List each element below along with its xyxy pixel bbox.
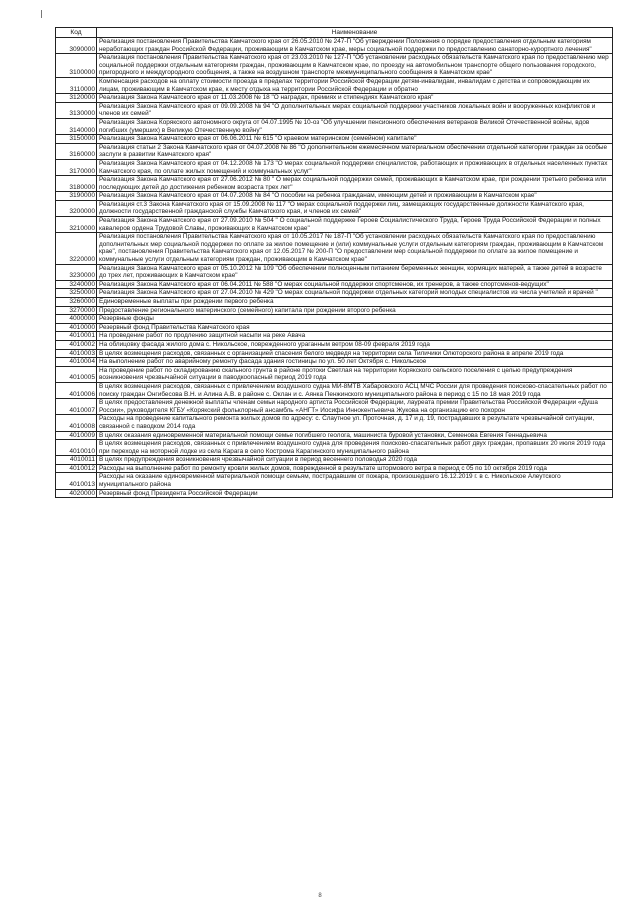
table-row — [56, 456, 613, 465]
table-row — [56, 489, 613, 498]
table-row — [56, 323, 613, 332]
row-code: 3240000 — [56, 280, 97, 289]
row-name: На выполнение работ по аварийному ремонту фасада здания гостиницы по ул. 50 лет Октября с. Никольское — [97, 358, 613, 367]
row-code: 4010006 — [56, 382, 97, 398]
row-name: На проведение работ по складированию скального грунта в районе протоки Светлая на территории Корякского сельского поселения с целью предупреждения возникновения чрезвычайной ситуации в паводкоопасный период 2019 года — [97, 366, 613, 382]
row-name: В целях возмещения расходов, связанных с привлечением воздушного судна МИ-8МТВ Хабаровского АСЦ МЧС России для проведения поисково-спасательных работ по поиску граждан Онгибесова В.Н. и Алина А.В. в районе с. Оклан и с. Аянка Пенжинского муниципального района в период с 15 по 18 мая 2019 года — [97, 382, 613, 398]
row-name: Реализация Закона Камчатского края от 27.06.2012 № 80 " О мерах социальной поддержки семей, проживающих в Камчатском крае, при рождении третьего ребенка или последующих детей до достижения ребенком возраста трех лет" — [97, 176, 613, 192]
table-row — [56, 143, 613, 159]
row-code: 3200000 — [56, 200, 97, 216]
row-code: 4010003 — [56, 349, 97, 358]
row-name: Расходы на оказание единовременной материальной помощи семьям, пострадавшим от пожара, произошедшего 16.12.2019 г. в с. Никольское Алеутского муниципального района — [97, 473, 613, 489]
row-code: 3260000 — [56, 298, 97, 307]
table-row — [56, 280, 613, 289]
row-code: 4020000 — [56, 489, 97, 498]
table-row — [56, 473, 613, 489]
row-code: 3120000 — [56, 94, 97, 103]
row-name: В целях возмещения расходов, связанных с организацией спасения белого медведя на территории села Тиличики Олюторского района в апреле 2019 года — [97, 349, 613, 358]
row-code: 3130000 — [56, 102, 97, 118]
row-name: В целях оказания единовременной материальной помощи семье погибшего геолога, машиниста буровой установки, Семенова Евгения Геннадьевича — [97, 431, 613, 440]
table-row — [56, 382, 613, 398]
row-code: 3180000 — [56, 176, 97, 192]
table-row — [56, 159, 613, 175]
table-row — [56, 366, 613, 382]
row-name: Реализация статьи 2 Закона Камчатского края от 04.07.2008 № 86 "О дополнительном ежемесячном материальном обеспечении отдельной категории граждан за особые заслуги в развитии Камчатского края" — [97, 143, 613, 159]
column-header-name: Наименование — [97, 28, 613, 38]
row-name: Расходы на проведение капитального ремонта жилых домов по адресу: с. Слаутное ул. Проточная, д. 17 и д. 19, пострадавших в результате чрезвычайной ситуации, связанной с паводком 2014 года — [97, 415, 613, 431]
row-name: Реализация Закона Камчатского края от 06.04.2011 № 588 "О мерах социальной поддержки спортсменов, их тренеров, а также спортсменов-ведущих" — [97, 280, 613, 289]
table-row — [56, 38, 613, 54]
table-row — [56, 118, 613, 134]
row-name: Реализация Закона Камчатского края от 27.04.2010 № 429 "О мерах социальной поддержки отдельных категорий молодых специалистов из числа учителей и врачей " — [97, 289, 613, 298]
table-row — [56, 431, 613, 440]
row-code: 4010008 — [56, 415, 97, 431]
row-code: 4010007 — [56, 399, 97, 415]
table-row — [56, 358, 613, 367]
row-code: 4010002 — [56, 340, 97, 349]
table-row — [56, 176, 613, 192]
row-name: Реализация Закона Камчатского края от 04.12.2008 № 173 "О мерах социальной поддержки специалистов, работающих и проживающих в отдельных населенных пунктах Камчатского края, по оплате жилых помещений и коммунальных услуг" — [97, 159, 613, 175]
row-code: 3270000 — [56, 306, 97, 315]
row-code: 3140000 — [56, 118, 97, 134]
row-code: 4010011 — [56, 456, 97, 465]
table-header-row — [56, 28, 613, 38]
table-row — [56, 192, 613, 201]
scan-mark — [41, 10, 42, 18]
page-number: 8 — [318, 893, 322, 899]
row-code: 3220000 — [56, 233, 97, 264]
row-name: Резервный фонд Правительства Камчатского края — [97, 323, 613, 332]
table-row — [56, 102, 613, 118]
table-row — [56, 440, 613, 456]
row-code: 3090000 — [56, 38, 97, 54]
row-code: 3150000 — [56, 135, 97, 144]
row-name: Реализация Закона Камчатского края от 06.06.2011 № 615 "О краевом материнском (семейном) капитале" — [97, 135, 613, 144]
row-name: Реализация ст.3 Закона Камчатского края от 15.09.2008 № 117 "О мерах социальной поддержки лиц, замещающих государственные должности Камчатского края, должности государственной гражданской службы Камчатского края, и членов их семей" — [97, 200, 613, 216]
row-name: На облицовку фасада жилого дома с. Никольское, поврежденного ураганным ветром 08-09 февраля 2019 года — [97, 340, 613, 349]
column-header-code: Код — [56, 28, 97, 38]
table-row — [56, 315, 613, 324]
table-row — [56, 306, 613, 315]
row-name: Реализация Закона Корякского автономного округа от 04.07.1995 № 10-оз "Об улучшении пенсионного обеспечения ветеранов Великой Отечественной войны, вдов погибших (умерших) в Великую Отечественную войну" — [97, 118, 613, 134]
row-code: 4000000 — [56, 315, 97, 324]
row-code: 3190000 — [56, 192, 97, 201]
row-name: Реализация постановления Правительства Камчатского края от 23.03.2010 № 127-П "Об установлении расходных обязательств Камчатского края по предоставлению мер социальной поддержки отдельным категориям граждан, проживающим в Камчатском крае, по проезду на автомобильном транспорте общего пользования городского, пригородного и междугородного сообщения, а также на воздушном транспорте межмуниципального сообщения в Камчатском крае" — [97, 54, 613, 78]
row-code: 4010012 — [56, 464, 97, 473]
table-row — [56, 415, 613, 431]
row-code: 4010005 — [56, 366, 97, 382]
table-row — [56, 332, 613, 341]
row-name: Компенсация расходов на оплату стоимости проезда в пределах территории Российской Федерации детям-инвалидам, инвалидам с детства и сопровождающим их лицам, проживающим в Камчатском крае, к месту отдыха на территории Российской Федерации и обратно — [97, 77, 613, 93]
row-name: В целях предупреждения возникновения чрезвычайной ситуации в период весеннего половодья 2020 года — [97, 456, 613, 465]
row-code: 3100000 — [56, 54, 97, 78]
table-row — [56, 340, 613, 349]
table-row — [56, 349, 613, 358]
row-name: На проведение работ по продлению защитной насыпи на реке Авача — [97, 332, 613, 341]
row-code: 4010001 — [56, 332, 97, 341]
row-code: 3160000 — [56, 143, 97, 159]
classification-table — [55, 27, 613, 498]
table-body — [56, 38, 613, 498]
row-code: 3250000 — [56, 289, 97, 298]
row-name: Резервные фонды — [97, 315, 613, 324]
row-name: Реализация Закона Камчатского края от 04.07.2008 № 84 "О пособии на ребенка гражданам, имеющим детей и проживающим в Камчатском крае" — [97, 192, 613, 201]
row-name: Реализация постановления Правительства Камчатского края от 10.05.2017 № 187-П "Об установлении расходных обязательств Камчатского края по предоставлению дополнительных мер социальной поддержки по оплате за жилое помещение и (или) коммунальные услуги отдельным категориям граждан, проживающим в Камчатском крае", постановления Правительства Камчатского края от 12.05.2017 № 200-П "О предоставлении мер социальной поддержки по оплате за жилое помещение и коммунальные услуги отдельным категориям граждан, проживающим в Камчатском крае" — [97, 233, 613, 264]
table-row — [56, 77, 613, 93]
row-name: Реализация Закона Камчатского края от 11.03.2008 № 18 "О наградах, премиях и стипендиях Камчатского края" — [97, 94, 613, 103]
row-code: 4010009 — [56, 431, 97, 440]
row-name: Реализация постановления Правительства Камчатского края от 26.05.2010 № 247-П "Об утверждении Положения о порядке предоставления отдельным категориям неработающих граждан Российской Федерации, проживающим в Камчатском крае, меры социальной поддержки по предоставлению санаторно-курортного лечения" — [97, 38, 613, 54]
row-code: 4010000 — [56, 323, 97, 332]
table-row — [56, 135, 613, 144]
table-row — [56, 200, 613, 216]
row-name: В целях предоставления денежной выплаты членам семьи народного артиста Российской Федерации, лауреата премии Правительства Российской Федерации «Душа России», руководителя КГБУ «Корякский фольклорный ансамбль «АНГТ» Иосифа Иннокентьевича Жукова на организацию его похорон — [97, 399, 613, 415]
table-row — [56, 233, 613, 264]
row-code: 4010004 — [56, 358, 97, 367]
row-name: В целях возмещения расходов, связанных с привлечением воздушного судна для проведения поисково-спасательных работ двух граждан, пропавших 20 июля 2019 года при переходе на моторной лодке из села Карага в село Кострома Карагинского муниципального района — [97, 440, 613, 456]
row-name: Расходы на выполнение работ по ремонту кровли жилых домов, поврежденной в результате штормового ветра в период с 05 по 10 октября 2019 года — [97, 464, 613, 473]
table-row — [56, 298, 613, 307]
table-row — [56, 217, 613, 233]
table-row — [56, 464, 613, 473]
row-code: 3170000 — [56, 159, 97, 175]
row-code: 3230000 — [56, 264, 97, 280]
table-row — [56, 289, 613, 298]
row-name: Предоставление регионального материнского (семейного) капитала при рождении второго ребенка — [97, 306, 613, 315]
row-code: 4010013 — [56, 473, 97, 489]
row-name: Реализация Закона Камчатского края от 27.09.2010 № 504 " О социальной поддержке Героев Социалистического Труда, Героев Труда Российской Федерации и полных кавалеров ордена Трудовой Славы, проживающих в Камчатском крае" — [97, 217, 613, 233]
row-code: 4010010 — [56, 440, 97, 456]
row-code: 3110000 — [56, 77, 97, 93]
row-name: Реализация Закона Камчатского края от 05.10.2012 № 109 "Об обеспечении полноценным питанием беременных женщин, кормящих матерей, а также детей в возрасте до трех лет, проживающих в Камчатском крае" — [97, 264, 613, 280]
table-row — [56, 399, 613, 415]
table-row — [56, 54, 613, 78]
row-name: Реализация Закона Камчатского края от 09.09.2008 № 94 "О дополнительных мерах социальной поддержки участников локальных войн и вооруженных конфликтов и членов их семей" — [97, 102, 613, 118]
table-row — [56, 94, 613, 103]
row-name: Единовременные выплаты при рождении первого ребенка — [97, 298, 613, 307]
row-name: Резервный фонд Президента Российской Федерации — [97, 489, 613, 498]
row-code: 3210000 — [56, 217, 97, 233]
table-row — [56, 264, 613, 280]
